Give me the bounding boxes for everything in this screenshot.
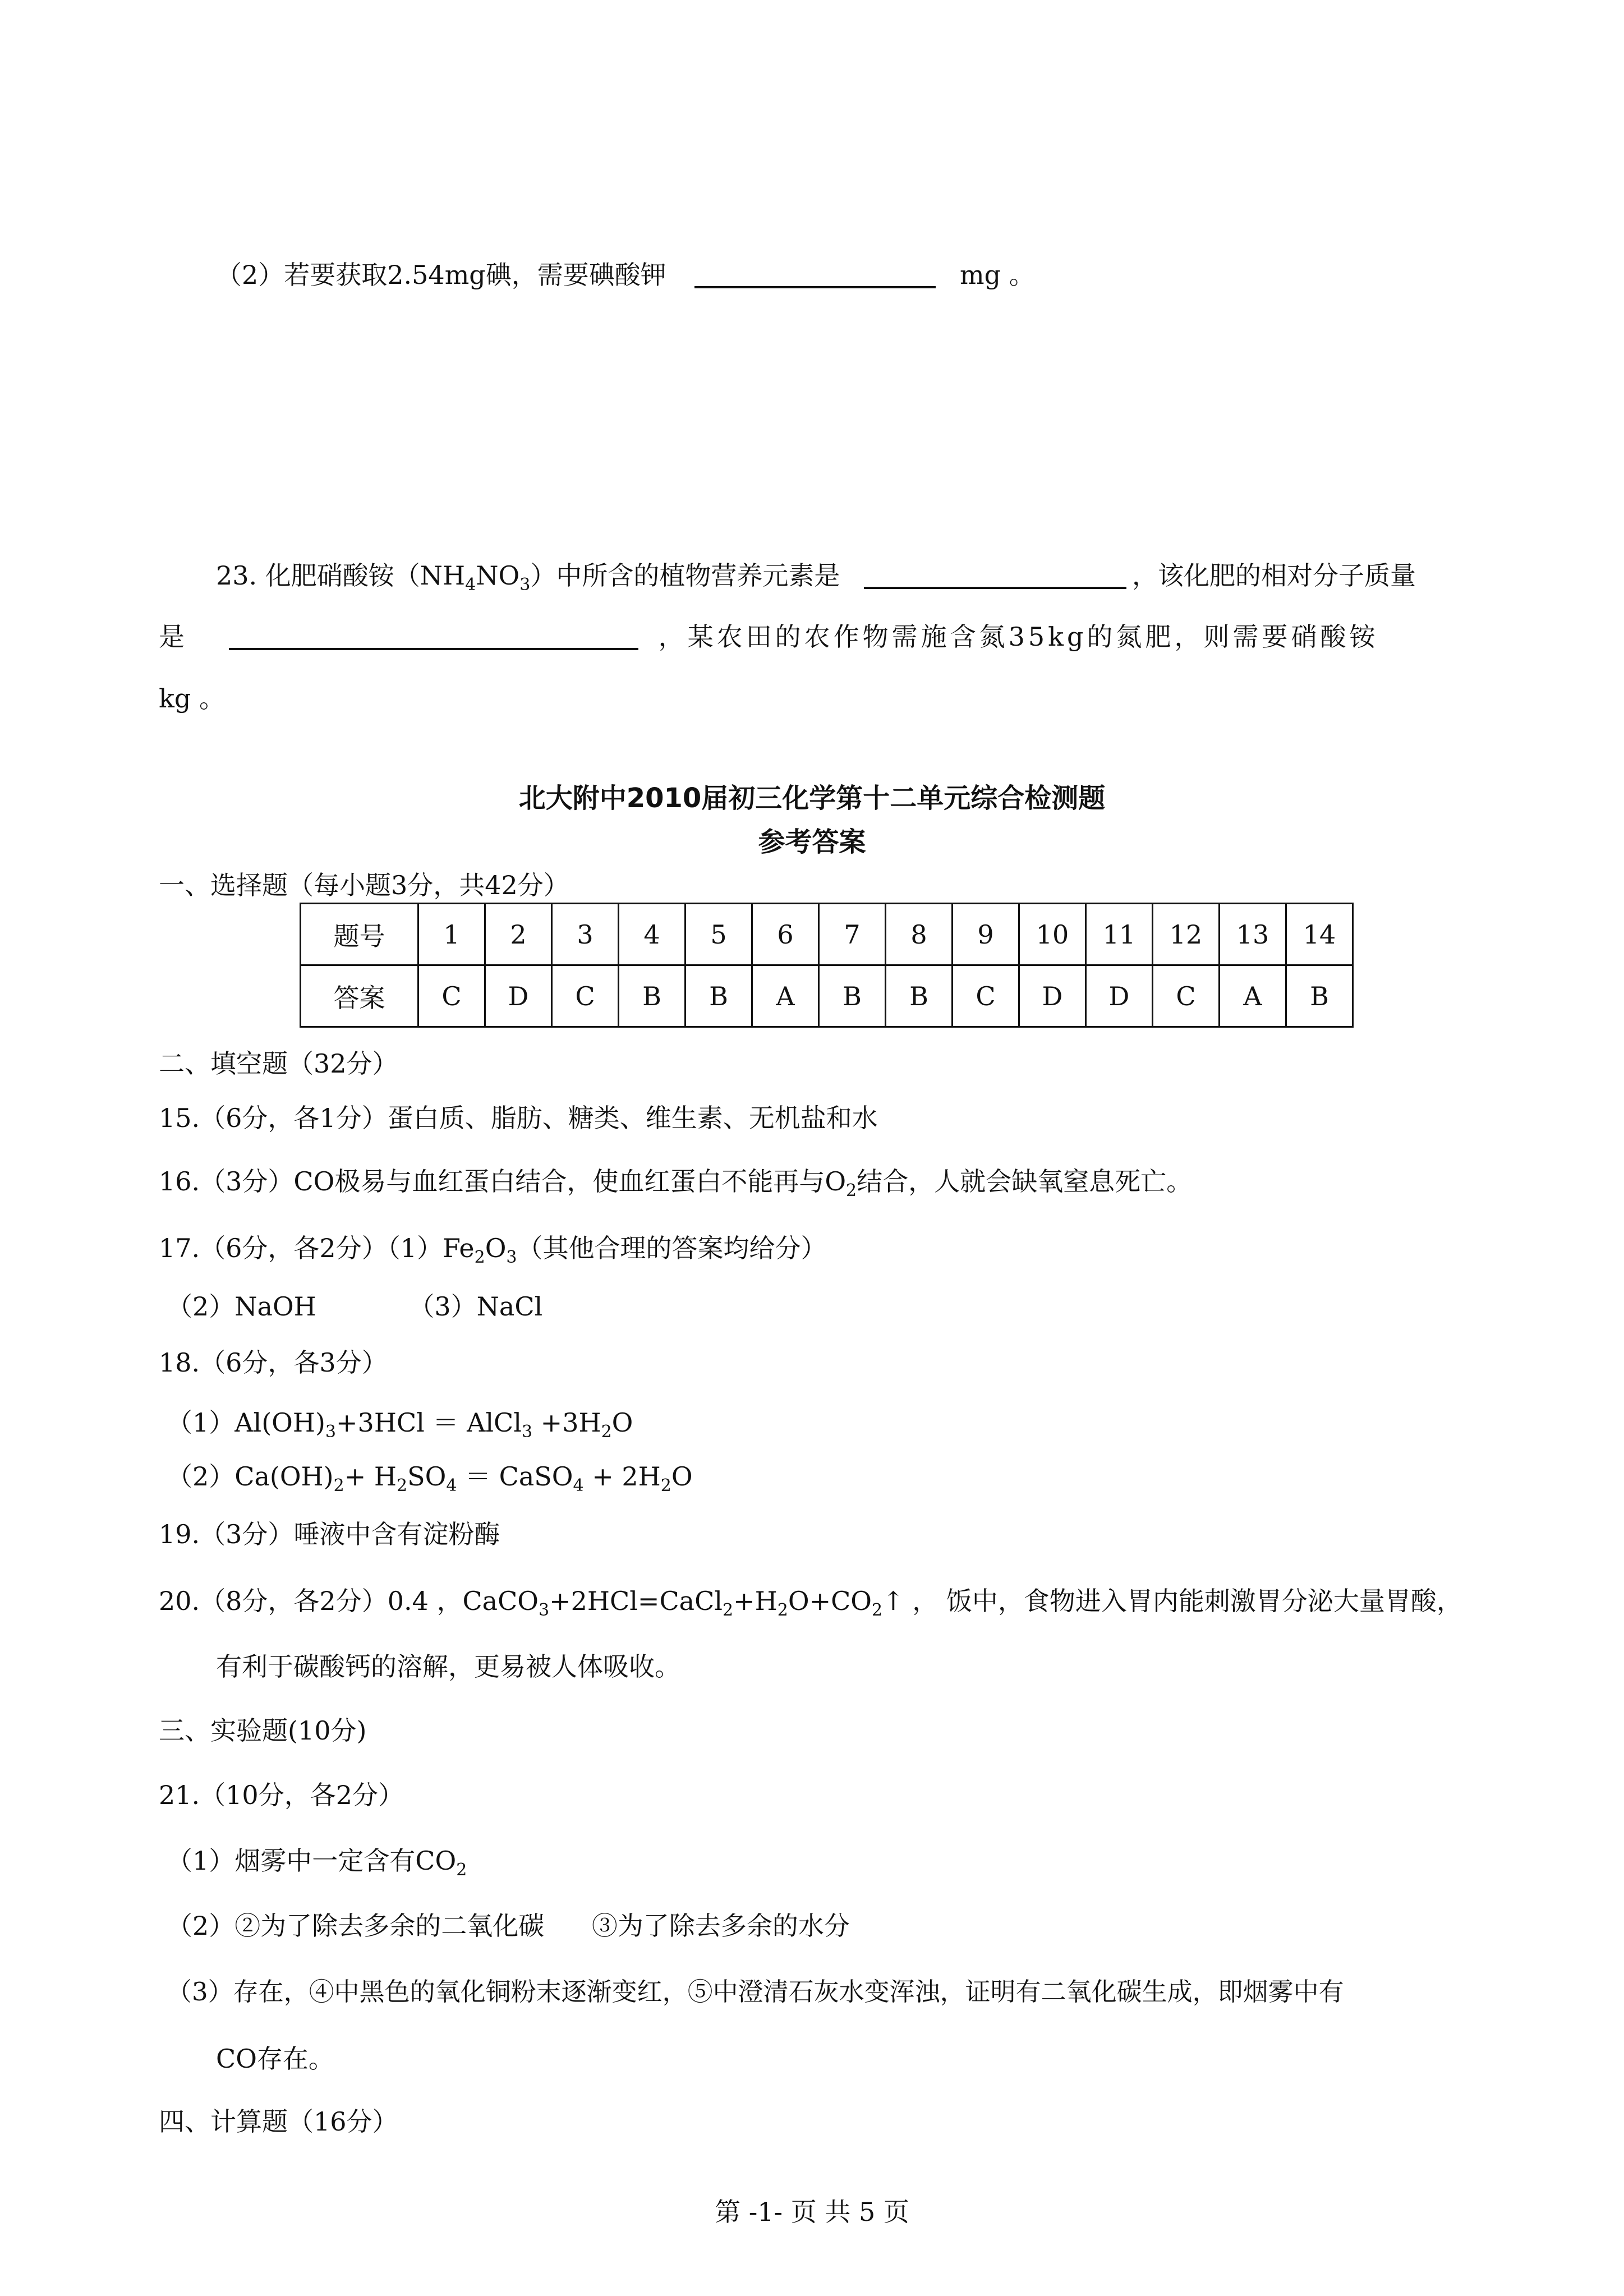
table-cell: B <box>1286 965 1353 1027</box>
answer-text: （2）NaOH <box>167 1291 316 1322</box>
table-cell: A <box>752 965 819 1027</box>
subscript: 2 <box>474 1248 485 1267</box>
table-cell: A <box>1220 965 1286 1027</box>
answer-16 <box>159 1165 1192 1208</box>
answer-text: 结合，人就会缺氧窒息死亡。 <box>857 1166 1193 1197</box>
answer-text: +H <box>733 1586 778 1616</box>
question-text: kg 。 <box>159 683 225 714</box>
subscript: 4 <box>573 1476 584 1496</box>
answer-text: ↑ ， 饭中，食物进入胃内能刺激胃分泌大量胃酸， <box>882 1586 1462 1616</box>
section-4-heading: 四、计算题（16分） <box>159 2106 398 2137</box>
table-cell: C <box>552 965 619 1027</box>
answer-text: O+CO <box>788 1586 872 1616</box>
question-text: 23. 化肥硝酸铵（NH <box>216 560 466 591</box>
row-label-answer: 答案 <box>301 965 418 1027</box>
table-cell: D <box>1086 965 1153 1027</box>
answer-blank[interactable] <box>864 562 1126 589</box>
answer-blank[interactable] <box>694 261 936 288</box>
table-cell: C <box>418 965 485 1027</box>
answer-18-1 <box>167 1406 633 1449</box>
table-row-numbers <box>301 904 1353 965</box>
subscript: 2 <box>456 1860 467 1880</box>
subscript: 2 <box>396 1476 408 1496</box>
question-text: 是 <box>159 622 188 652</box>
subscript: 3 <box>519 575 531 595</box>
answer-18-2 <box>167 1460 693 1503</box>
question-text: NO <box>476 560 520 591</box>
answer-18: 18.（6分，各3分） <box>159 1347 388 1378</box>
page-footer: 第 -1- 页 共 5 页 <box>715 2197 909 2227</box>
subscript: 2 <box>660 1476 671 1496</box>
subscript: 4 <box>446 1476 457 1496</box>
subscript: 3 <box>521 1422 533 1442</box>
section-1-heading: 一、选择题（每小题3分，共42分） <box>159 870 569 900</box>
equation-text: + 2H <box>583 1461 661 1492</box>
answer-21: 21.（10分，各2分） <box>159 1780 404 1810</box>
answer-17 <box>159 1231 827 1274</box>
answer-20-line-2: 有利于碳酸钙的溶解，更易被人体吸收。 <box>216 1651 680 1682</box>
answer-19: 19.（3分）唾液中含有淀粉酶 <box>159 1519 500 1549</box>
table-cell: 11 <box>1086 904 1153 965</box>
table-cell: C <box>1153 965 1220 1027</box>
table-cell: 5 <box>686 904 752 965</box>
answer-text: （3）NaCl <box>408 1291 543 1322</box>
section-2-heading: 二、填空题（32分） <box>159 1048 398 1079</box>
subscript: 2 <box>777 1600 788 1620</box>
equation-text: +3HCl ＝ AlCl <box>336 1407 522 1438</box>
table-cell: B <box>819 965 886 1027</box>
table-cell: 8 <box>886 904 953 965</box>
answer-text: +2HCl=CaCl <box>549 1586 723 1616</box>
table-cell: B <box>886 965 953 1027</box>
table-cell: 3 <box>552 904 619 965</box>
equation-text: SO <box>407 1461 447 1492</box>
subscript: 2 <box>846 1181 857 1200</box>
subscript: 3 <box>325 1422 337 1442</box>
question-23-line-3 <box>159 682 225 715</box>
answer-21-2 <box>167 1909 850 1943</box>
question-23-line-2 <box>159 620 1378 654</box>
table-cell: B <box>686 965 752 1027</box>
table-cell: D <box>1019 965 1086 1027</box>
answer-17-line-2 <box>167 1290 542 1323</box>
subscript: 2 <box>601 1422 612 1442</box>
equation-text: +3H <box>532 1407 601 1438</box>
equation-text: O <box>671 1461 693 1492</box>
table-cell: D <box>485 965 552 1027</box>
table-row-answers <box>301 965 1353 1027</box>
table-cell: 14 <box>1286 904 1353 965</box>
subscript: 2 <box>872 1600 883 1620</box>
answer-21-3-line-2: CO存在。 <box>216 2044 334 2074</box>
answer-text: O <box>485 1233 507 1263</box>
table-cell: 13 <box>1220 904 1286 965</box>
answer-table <box>300 903 1354 1028</box>
table-cell: 6 <box>752 904 819 965</box>
equation-text: （2）Ca(OH) <box>167 1461 334 1492</box>
table-cell: 1 <box>418 904 485 965</box>
table-cell: 7 <box>819 904 886 965</box>
answer-21-3: （3）存在，④中黑色的氧化铜粉末逐渐变红，⑤中澄清石灰水变浑浊，证明有二氧化碳生成，即烟雾中有 <box>167 1977 1344 2007</box>
subscript: 3 <box>539 1600 550 1620</box>
answer-21-1 <box>167 1844 467 1887</box>
question-text: ，该化肥的相对分子质量 <box>1131 560 1416 591</box>
table-cell: C <box>953 965 1019 1027</box>
section-3-heading: 三、实验题(10分) <box>159 1715 367 1746</box>
answer-15: 15.（6分，各1分）蛋白质、脂肪、糖类、维生素、无机盐和水 <box>159 1103 878 1133</box>
equation-text: O <box>611 1407 633 1438</box>
subscript: 2 <box>723 1600 734 1620</box>
question-22-part-2 <box>216 258 1035 292</box>
equation-text: （1）Al(OH) <box>167 1407 325 1438</box>
question-text: ，某农田的农作物需施含氮35kg的氮肥，则需要硝酸铵 <box>658 622 1379 652</box>
question-text: ）中所含的植物营养元素是 <box>530 560 840 591</box>
answer-text: 16.（3分）CO极易与血红蛋白结合，使血红蛋白不能再与O <box>159 1166 846 1197</box>
answer-key-title: 北大附中2010届初三化学第十二单元综合检测题 <box>518 783 1106 814</box>
subscript: 3 <box>506 1248 517 1267</box>
answer-text: （其他合理的答案均给分） <box>517 1233 827 1263</box>
subscript: 4 <box>465 575 476 595</box>
answer-text: （2）②为了除去多余的二氧化碳 <box>167 1911 545 1941</box>
subscript: 2 <box>333 1476 344 1496</box>
table-cell: 12 <box>1153 904 1220 965</box>
answer-blank[interactable] <box>229 623 638 650</box>
answer-text: （1）烟雾中一定含有CO <box>167 1846 457 1876</box>
table-cell: 10 <box>1019 904 1086 965</box>
answer-20 <box>159 1584 1462 1627</box>
question-text: （2）若要获取2.54mg碘，需要碘酸钾 <box>216 260 666 290</box>
answer-text: 20.（8分，各2分）0.4 ，CaCO <box>159 1586 539 1616</box>
row-label-number: 题号 <box>301 904 418 965</box>
question-23-line-1 <box>216 559 1416 602</box>
table-cell: 4 <box>619 904 686 965</box>
unit-text: mg 。 <box>960 260 1035 290</box>
equation-text: ＝ CaSO <box>457 1461 573 1492</box>
answer-key-subtitle: 参考答案 <box>758 826 866 858</box>
table-cell: 2 <box>485 904 552 965</box>
table-cell: B <box>619 965 686 1027</box>
answer-text: ③为了除去多余的水分 <box>591 1911 850 1941</box>
answer-text: 17.（6分，各2分）（1）Fe <box>159 1233 475 1263</box>
table-cell: 9 <box>953 904 1019 965</box>
equation-text: + H <box>344 1461 397 1492</box>
